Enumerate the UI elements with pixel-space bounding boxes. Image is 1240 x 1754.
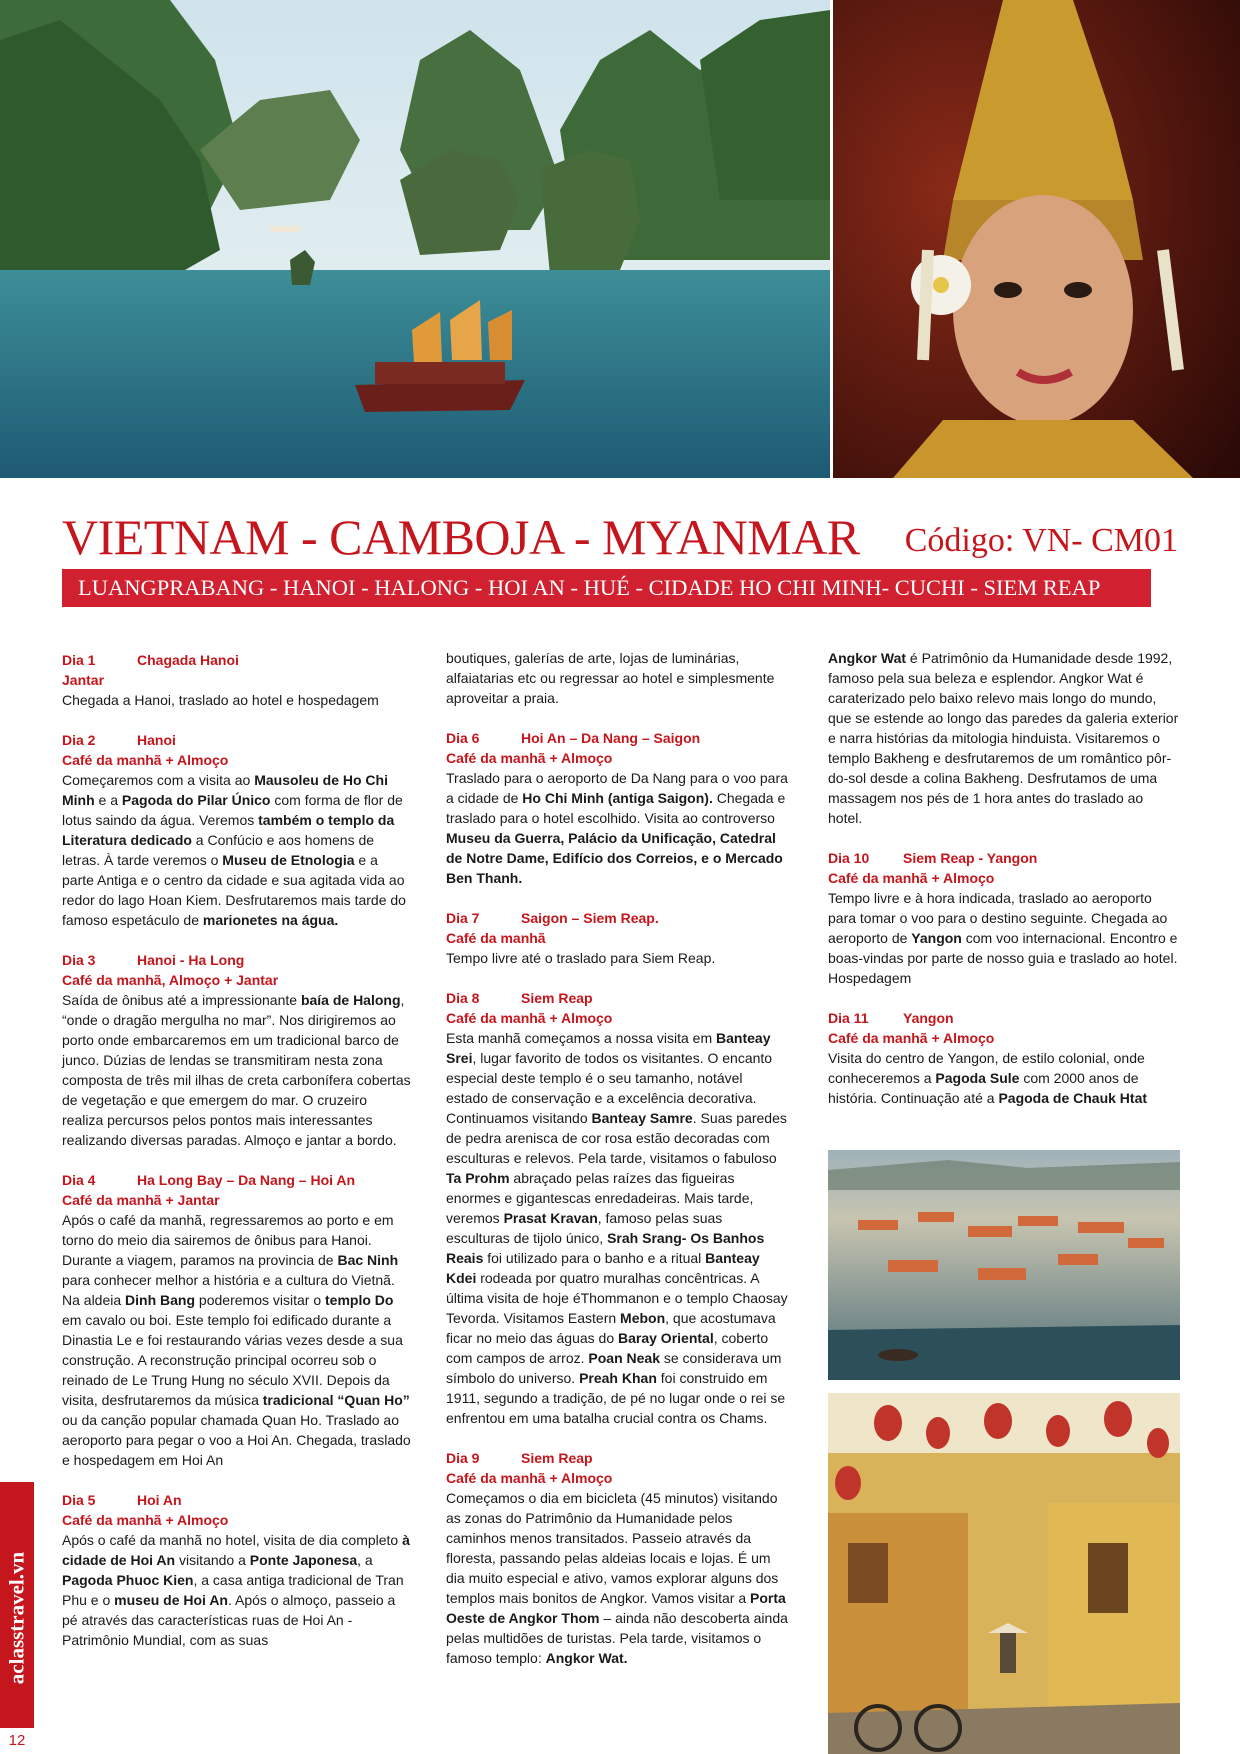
highlight-text: Baray Oriental <box>618 1330 714 1346</box>
day-number: Dia 3 <box>62 952 96 968</box>
day-7 <box>446 908 788 968</box>
day-meals: Café da manhã + Almoço <box>62 752 229 768</box>
day-number: Dia 6 <box>446 730 480 746</box>
page-title: VIETNAM - CAMBOJA - MYANMAR <box>62 509 860 565</box>
day-description <box>62 770 412 930</box>
highlight-text: Ho Chi Minh (antiga Saigon). <box>522 790 713 806</box>
highlight-text: Srah Srang- Os Banhos Reais <box>446 1230 765 1266</box>
body-text: com 2000 anos de história. Continuação até a <box>828 1070 1139 1106</box>
day-description <box>62 1530 412 1650</box>
body-text: Chegada e traslado para o hotel escolhido. Visita ao controverso <box>446 790 786 826</box>
highlight-text: Banteay Srei <box>446 1030 771 1066</box>
day-description <box>446 1028 788 1428</box>
highlight-text: museu de Hoi An <box>114 1592 228 1608</box>
day-10 <box>828 848 1180 988</box>
body-text: . Após o almoço, passeio a pé através das características ruas de Hoi An - Patrimônio Mundial, com as suas <box>62 1592 396 1648</box>
body-text: Chegada a Hanoi, traslado ao hotel e hospedagem <box>62 692 379 708</box>
page-number: 12 <box>0 1728 34 1754</box>
day-description <box>828 888 1180 988</box>
body-text: Saída de ônibus até a impressionante <box>62 992 301 1008</box>
day-description <box>446 948 788 968</box>
day-number: Dia 10 <box>828 850 870 866</box>
body-text: , famoso pelas suas esculturas de tijolo único, <box>446 1210 723 1246</box>
body-text: , a casa antiga tradicional de Tran Phu e o <box>62 1572 404 1608</box>
day-place: Chagada Hanoi <box>137 652 239 668</box>
halong-bay-photo <box>0 0 830 478</box>
itinerary-column-1 <box>62 650 412 1670</box>
day-place: Hoi An <box>137 1492 182 1508</box>
day-number: Dia 2 <box>62 732 96 748</box>
day-number: Dia 4 <box>62 1172 96 1188</box>
highlight-text: Prasat Kravan <box>503 1210 598 1226</box>
day-5 <box>62 1490 412 1650</box>
body-text: Após o café da manhã no hotel, visita de dia completo <box>62 1532 403 1548</box>
body-text: Tempo livre e à hora indicada, traslado ao aeroporto para tomar o voo para o destino seguinte. Chegada ao aeroporto de <box>828 890 1168 946</box>
body-text: com forma de flor de lotus saindo da água. Veremos <box>62 792 403 828</box>
day-place: Siem Reap - Yangon <box>903 850 1038 866</box>
highlight-text: Angkor Wat <box>828 650 907 666</box>
day-5-continued: boutiques, galerías de arte, lojas de luminárias, alfaiatarias etc ou regressar ao hotel e simplesmente aproveitar a praia. <box>446 650 775 706</box>
body-text: Começaremos com a visita ao <box>62 772 255 788</box>
fishing-boats-photo <box>828 1150 1180 1380</box>
highlight-text: Banteay Kdei <box>446 1250 760 1286</box>
day-9-continued <box>828 648 1180 828</box>
day-place: Hoi An – Da Nang – Saigon <box>521 730 701 746</box>
body-text: – ainda não descoberta ainda pelas multidões de turistas. Pela tarde, visitamos o famoso templo: <box>446 1610 788 1666</box>
day-meals: Café da manhã, Almoço + Jantar <box>62 972 279 988</box>
day-description <box>446 768 788 888</box>
body-text: Tempo livre até o traslado para Siem Reap. <box>446 950 716 966</box>
highlight-text: Angkor Wat. <box>545 1650 628 1666</box>
body-text: se considerava um símbolo do universo. <box>446 1350 782 1386</box>
day-description <box>446 1488 788 1668</box>
day-number: Dia 5 <box>62 1492 96 1508</box>
highlight-text: Ta Prohm <box>446 1170 510 1186</box>
route-banner: LUANGPRABANG - HANOI - HALONG - HOI AN - HUÉ - CIDADE HO CHI MINH- CUCHI - SIEM REAP <box>62 569 1151 607</box>
highlight-text: Museu de Etnologia <box>222 852 355 868</box>
day-meals: Jantar <box>62 672 105 688</box>
day-number: Dia 8 <box>446 990 480 1006</box>
body-text: em cavalo ou boi. Este templo foi edificado durante a Dinastia Le e foi restaurando várias vezes desde a sua construção. A reconstrução principal ocorreu sob o reinado de Le Trung Hung no século XVII. Depois da visita, desfrutaremos da música <box>62 1312 403 1408</box>
highlight-text: Ponte Japonesa <box>249 1552 358 1568</box>
body-text: e a parte Antiga e o centro da cidade e sua agitada vida ao redor do lago Hoan Kiem. Desfrutaremos mais tarde do famoso espetáculo de <box>62 852 406 928</box>
highlight-text: Pagoda Phuoc Kien <box>62 1572 194 1588</box>
body-text: , lugar favorito de todos os visitantes. O encanto especial deste templo é o seu tamanho, notável estado de conservação e a excelência decorativa. Continuamos visitando <box>446 1050 773 1126</box>
side-brand-label: aclasstravel.vn <box>4 1551 29 1685</box>
tour-code: Código: VN- CM01 <box>904 522 1178 559</box>
day-place: Hanoi - Ha Long <box>137 952 245 968</box>
body-text: e a <box>94 792 122 808</box>
body-text: Esta manhã começamos a nossa visita em <box>446 1030 717 1046</box>
itinerary-column-2 <box>446 648 788 1688</box>
day-place: Siem Reap <box>521 1450 593 1466</box>
day-2 <box>62 730 412 930</box>
day-4 <box>62 1170 412 1470</box>
day-place: Yangon <box>903 1010 954 1026</box>
body-text: foi construido em 1911, segundo a tradição, de pé no lugar onde o rei se enfrentou em uma batalha crucial contra os Chams. <box>446 1370 786 1426</box>
day-meals: Café da manhã <box>446 930 546 946</box>
day-description <box>828 1048 1180 1108</box>
day-meals: Café da manhã + Almoço <box>828 870 995 886</box>
body-text: , que acostumava ficar no meio das águas do <box>446 1310 776 1346</box>
highlight-text: Pagoda Sule <box>935 1070 1020 1086</box>
highlight-text: Poan Neak <box>588 1350 660 1366</box>
highlight-text: Bac Ninh <box>337 1252 399 1268</box>
day-place: Siem Reap <box>521 990 593 1006</box>
body-text: foi utilizado para o banho e a ritual <box>483 1250 706 1266</box>
day-meals: Café da manhã + Jantar <box>62 1192 220 1208</box>
day-description <box>62 990 412 1150</box>
apsara-dancer-photo <box>833 0 1240 478</box>
hoi-an-street-photo <box>828 1393 1180 1754</box>
day-place: Ha Long Bay – Da Nang – Hoi An <box>137 1172 356 1188</box>
highlight-text: baía de Halong <box>300 992 401 1008</box>
body-text: rodeada por quatro muralhas concêntricas. A última visita de hoje éThommanon e o templo Chaosay Tevorda. Visitamos Eastern <box>446 1270 788 1326</box>
day-number: Dia 1 <box>62 652 96 668</box>
body-text: abraçado pelas raízes das figueiras enormes e gigantescas enredadeiras. Mais tarde, veremos <box>446 1170 754 1226</box>
highlight-text: Museu da Guerra, Palácio da Unificação, Catedral de Notre Dame, Edifício dos Correios, e o Mercado Ben Thanh. <box>446 830 783 886</box>
body-text: Após o café da manhã, regressaremos ao porto e em torno do meio dia sairemos de ônibus para Hanoi. Durante a viagem, paramos na provincia de <box>62 1212 394 1268</box>
highlight-text: Pagoda de Chauk Htat <box>998 1090 1148 1106</box>
body-text: , coberto com campos de arroz. <box>446 1330 769 1366</box>
body-text: Visita do centro de Yangon, de estilo colonial, onde conheceremos a <box>828 1050 1145 1086</box>
day-number: Dia 9 <box>446 1450 480 1466</box>
day-9 <box>446 1448 788 1668</box>
day-meals: Café da manhã + Almoço <box>62 1512 229 1528</box>
day-number: Dia 11 <box>828 1010 869 1026</box>
highlight-text: Mausoleu de Ho Chi Minh <box>62 772 388 808</box>
highlight-text: Pagoda do Pilar Único <box>121 792 271 808</box>
day-meals: Café da manhã + Almoço <box>828 1030 995 1046</box>
day-meals: Café da manhã + Almoço <box>446 750 613 766</box>
body-text: . Suas paredes de pedra arenisca de cor rosa estão decoradas com esculturas e relevos. Pela tarde, visitamos o fabuloso <box>446 1110 787 1166</box>
day-6 <box>446 728 788 888</box>
highlight-text: à cidade de Hoi An <box>62 1532 410 1568</box>
highlight-text: marionetes na água. <box>202 912 339 928</box>
day-place: Hanoi <box>137 732 176 748</box>
day-number: Dia 7 <box>446 910 480 926</box>
day-8 <box>446 988 788 1428</box>
highlight-text: Porta Oeste de Angkor Thom <box>446 1590 786 1626</box>
day-place: Saigon – Siem Reap. <box>521 910 659 926</box>
highlight-text: também o templo da Literatura dedicado <box>62 812 395 848</box>
day-meals: Café da manhã + Almoço <box>446 1010 613 1026</box>
highlight-text: Yangon <box>911 930 962 946</box>
body-text: a Confúcio e aos homens de letras. À tarde veremos o <box>62 832 375 868</box>
body-text: visitando a <box>175 1552 250 1568</box>
day-meals: Café da manhã + Almoço <box>446 1470 613 1486</box>
itinerary-column-3 <box>828 648 1180 1128</box>
highlight-text: Mebon <box>620 1310 666 1326</box>
day-1 <box>62 650 412 710</box>
body-text: com voo internacional. Encontro e boas-vindas por parte de nosso guia e traslado ao hotel. Hospedagem <box>828 930 1178 986</box>
highlight-text: tradicional “Quan Ho” <box>262 1392 410 1408</box>
highlight-text: templo Do <box>325 1292 394 1308</box>
highlight-text: Preah Khan <box>579 1370 657 1386</box>
body-text: ou da canção popular chamada Quan Ho. Traslado ao aeroporto para pegar o voo a Hoi An. Chegada, traslado e hospedagem em Hoi An <box>62 1412 411 1468</box>
body-text: poderemos visitar o <box>195 1292 325 1308</box>
body-text: para conhecer melhor a história e a cultura do Vietnã. Na aldeia <box>62 1272 395 1308</box>
body-text: é Patrimônio da Humanidade desde 1992, famoso pela sua beleza e esplendor. Angkor Wat é caraterizado pelo baixo relevo mais longo do mundo, que se estende ao longo das paredes da galeria exterior e narra histórias da mitologia hinduista. Visitaremos o templo Bakheng e desfrutaremos de um romântico pôr-do-sol desde a colina Bakheng. Desfrutamos de uma massagem nos pés de 1 hora antes do traslado ao hotel. <box>828 650 1179 826</box>
highlight-text: Banteay Samre <box>591 1110 693 1126</box>
day-description <box>62 690 412 710</box>
day-description <box>62 1210 412 1470</box>
day-11 <box>828 1008 1180 1108</box>
body-text: , a <box>357 1552 373 1568</box>
body-text: , “onde o dragão mergulha no mar”. Nos dirigiremos ao porto onde embarcaremos em um tradicional barco de junco. Dúzias de lendas se transmitiram nesta zona composta de três mil ilhas de creta carbonífera cobertas de vegetação e que emergem do mar. O cruzeiro realiza percursos pelos pontos mais interessantes realizando diversas paradas. Almoço e jantar a bordo. <box>62 992 411 1148</box>
highlight-text: Dinh Bang <box>125 1292 196 1308</box>
body-text: Começamos o dia em bicicleta (45 minutos) visitando as zonas do Patrimônio da Humanidade pelos caminhos menos transitados. Passeio através da floresta, passando pelas aldeias locais e lojas. É um dia muito especial e ativo, vamos explorar alguns dos templos mais bonitos de Angkor. Vamos visitar a <box>446 1490 779 1606</box>
body-text: Traslado para o aeroporto de Da Nang para o voo para a cidade de <box>446 770 788 806</box>
day-3 <box>62 950 412 1150</box>
